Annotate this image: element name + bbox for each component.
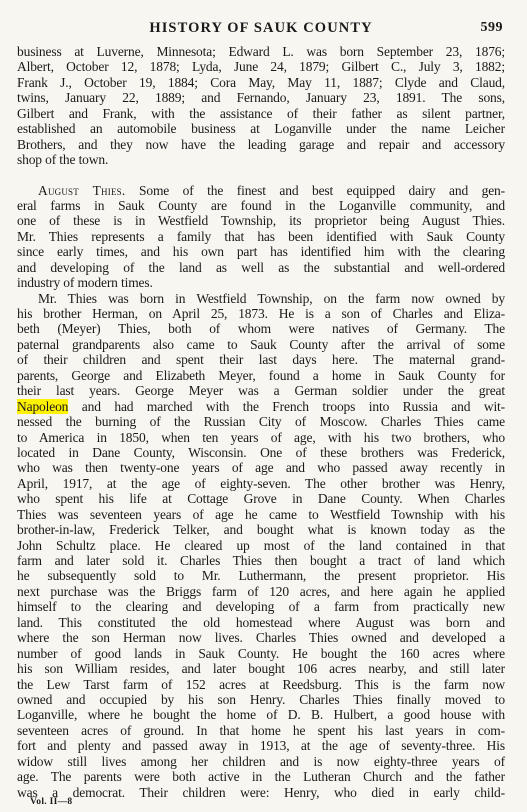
text-line: April, 1917, at the age of eighty-seven. The other brother was Henry, (17, 475, 505, 491)
text-line: land. This constituted the old homestead where August was born and (17, 614, 505, 630)
text-line: and developing of the land as well as the substantial and well-ordered (17, 259, 505, 275)
text-line: who spent his life at Cottage Grove in Dane County. When Charles (17, 491, 505, 507)
running-title: HISTORY OF SAUK COUNTY (149, 20, 373, 36)
text-line: one of these is in Westfield Township, its proprietor being August Thies. (17, 213, 505, 229)
text-line: he subsequently sold to Mr. Luthermann, the present proprietor. His (17, 568, 505, 584)
text-line: to America in 1850, when ten years of age, with his two brothers, who (17, 429, 505, 445)
text-line: who was then twenty-one years of age and who passed away recently in (17, 460, 505, 476)
text-line: twins, January 22, 1889; and Fernando, January 23, 1891. The sons, (17, 90, 505, 106)
text-line: eral farms in Sauk County are found in the Loganville community, and (17, 197, 505, 213)
text-line: industry of modern times. (17, 275, 153, 291)
text-line: of their children and spent their last days here. The maternal grand- (17, 352, 505, 368)
text-line: their last years. George Meyer was a German soldier under the great (17, 383, 505, 399)
text-line: was a democrat. Their children were: Henry, who died in early child- (17, 784, 505, 800)
biography-name: August Thies. (38, 182, 126, 198)
text-line: since early times, and his own part has identified him with the clearing (17, 244, 505, 260)
text-line: John Schultz place. He cleared up most of the land contained in that (17, 537, 505, 553)
text-line: the Lew Tarst farm of 152 acres at Reedsburg. This is the farm now (17, 676, 505, 692)
text-line: Brothers, and they now have the leading garage and repair and accessory (17, 136, 505, 152)
text-line: nessed the burning of the Russian City of Moscow. Charles Thies came (17, 414, 505, 430)
text-line: widow still lives among her children and is now eighty-three years of (17, 753, 505, 769)
text-line: seventeen acres of ground. In that home he spent his last years in com- (17, 722, 505, 738)
text-line: number of good lands in Sauk County. He bought the 160 acres where (17, 645, 505, 661)
text-line: shop of the town. (17, 152, 109, 168)
text-line: parents, George and Elizabeth Meyer, found a home in Sauk County for (17, 367, 505, 383)
text-line: located in Dane County, Wisconsin. One of these brothers was Frederick, (17, 444, 505, 460)
text-line: Mr. Thies was born in Westfield Township, on the farm now owned by (38, 290, 505, 306)
text-line: established an automobile business at Loganville under the name Leicher (17, 121, 505, 137)
paragraph-thies-family-history (17, 291, 505, 800)
paragraph-leicher-family (17, 44, 505, 168)
text-line: brother-in-law, Frederick Telker, and bought what is known today as the (17, 522, 505, 538)
text-line: Albert, October 12, 1878; Lyda, June 24, 1879; Gilbert C., July 3, 1882; (17, 59, 505, 75)
running-head (17, 18, 505, 44)
text-line: Loganville, where he bought the home of D. B. Hulbert, a good house with (17, 707, 505, 723)
text-line: himself to the clearing and developing of a farm from practically new (17, 599, 505, 615)
text-line: age. The parents were both active in the Lutheran Church and the father (17, 769, 505, 785)
text-line: where the son Herman now lives. Charles Thies owned and developed a (17, 630, 505, 646)
page-body (17, 44, 505, 800)
text-line: farm and later sold it. Charles Thies then bought a tract of land which (17, 553, 505, 568)
text-line: next purchase was the Briggs farm of 120 acres, and here again he applied (17, 583, 505, 599)
text-line: Mr. Thies represents a family that has been identified with Sauk County (17, 228, 505, 244)
text-line: beth (Meyer) Thies, both of whom were natives of Germany. The (17, 321, 505, 337)
text-line (17, 183, 505, 198)
text-span: and had marched with the French troops into Russia and wit- (68, 398, 505, 414)
text-line: paternal grandparents also came to Sauk County after the arrival of some (17, 336, 505, 352)
highlighted-word: Napoleon (17, 398, 69, 414)
text-line: Thies was seventeen years of age he came to Westfield Township with his (17, 506, 505, 522)
paragraph-august-thies-intro (17, 183, 505, 291)
text-line: Frank J., October 19, 1884; Cora May, May 11, 1887; Clyde and Claud, (17, 74, 505, 90)
text-line: owned and occupied by his son Henry. Charles Thies finally moved to (17, 691, 505, 707)
text-line: his brother Herman, on April 25, 1873. He is a son of Charles and Eliza- (17, 306, 505, 321)
text-line (17, 399, 505, 414)
text-line: Gilbert and Frank, with the assistance of their father as silent partner, (17, 105, 505, 121)
text-line: fort and plenty and passed away in 1913, at the age of seventy-three. His (17, 738, 505, 754)
signature-mark: Vol. II—8 (30, 797, 73, 807)
page-number: 599 (480, 20, 503, 35)
text-line: his son William resides, and later bought 106 acres nearby, and still later (17, 661, 505, 677)
text-line: business at Luverne, Minnesota; Edward L. was born September 23, 1876; (17, 44, 505, 59)
text-span: Some of the finest and best equipped dairy and gen- (125, 182, 506, 198)
